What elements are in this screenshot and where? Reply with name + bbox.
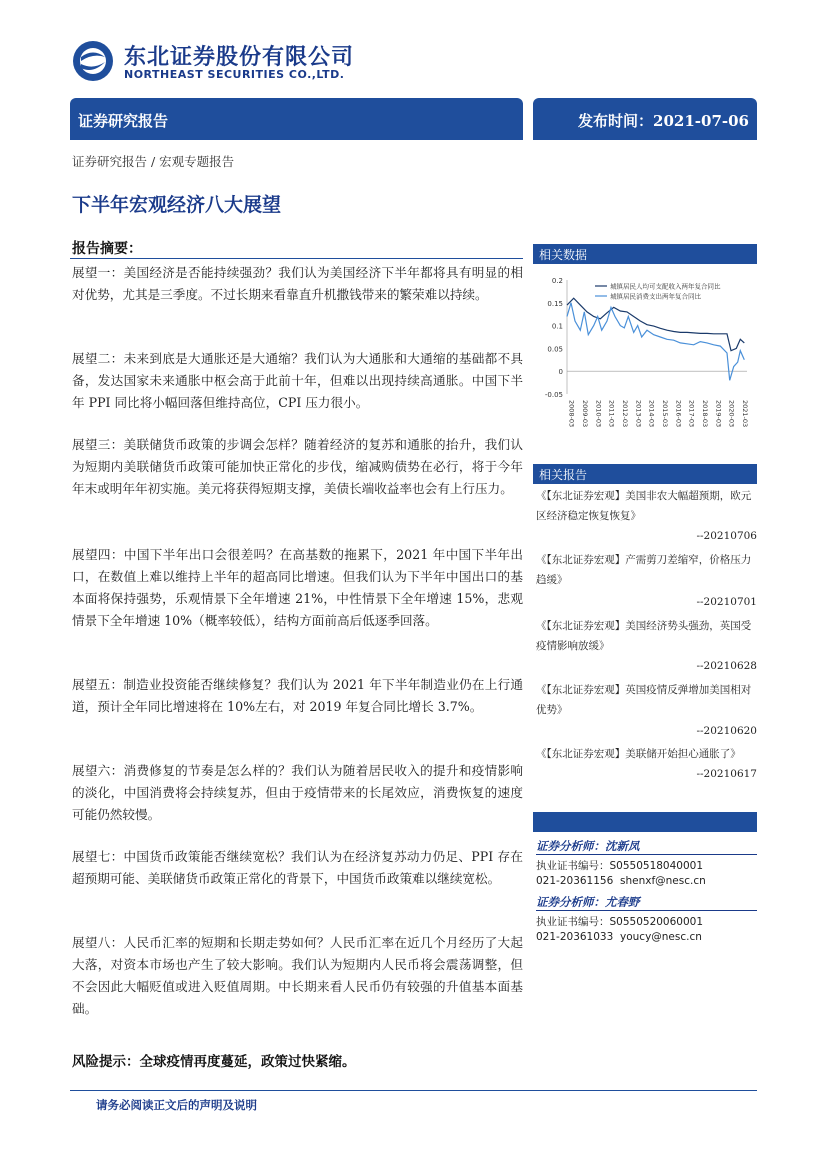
- company-name-en: NORTHEAST SECURITIES CO.,LTD.: [124, 68, 345, 81]
- legend-label: 城镇居民消费支出两年复合同比: [610, 292, 701, 301]
- analyst-name: 证券分析师：尤春野: [536, 894, 757, 911]
- analyst-phone: 021-20361033: [536, 931, 614, 943]
- x-tick-label: 2015-03: [661, 400, 669, 428]
- report-type-banner: [70, 98, 523, 140]
- analyst-cert: 执业证书编号：S0550520060001: [536, 916, 704, 928]
- x-tick-label: 2019-03: [714, 400, 723, 428]
- outlook-paragraph-8: 展望八：人民币汇率的短期和长期走势如何？人民币汇率在近几个月经历了大起大落，对资本市场也产生了较大影响。我们认为短期内人民币将会震荡调整，但不会因此大幅贬值或进入贬值周期。中长期来看人民币仍有较强的升值基本面基础。: [72, 935, 523, 1016]
- related-report-link[interactable]: 《【东北证券宏观】美国经济势头强劲，英国受疫情影响放缓》: [536, 620, 752, 652]
- outlook-paragraph-4: 展望四：中国下半年出口会很差吗？在高基数的拖累下，2021 年中国下半年出口，在数值上难以维持上半年的超高同比增速。但我们认为下半年中国出口的基本面将保持强势，乐观情景下全年增速 21%，中性情景下全年增速 15%，悲观情景下全年增速 10%（概率较低），结构方面前高后低逐季回落。: [72, 547, 523, 628]
- related-report-date: --20210617: [696, 768, 757, 780]
- risk-warning: 风险提示：全球疫情再度蔓延，政策过快紧缩。: [72, 1054, 356, 1070]
- related-reports-header: 相关报告: [533, 464, 757, 484]
- related-report-link[interactable]: 《【东北证券宏观】英国疫情反弹增加美国相对优势》: [536, 684, 752, 716]
- outlook-paragraph-7: 展望七：中国货币政策能否继续宽松？我们认为在经济复苏动力仍足、PPI 存在超预期可能、美联储货币政策正常化的背景下，中国货币政策难以继续宽松。: [72, 849, 523, 886]
- page-title: 下半年宏观经济八大展望: [72, 194, 282, 216]
- report-type-label: 证券研究报告: [78, 112, 169, 130]
- company-logo-icon: [72, 40, 114, 82]
- related-report-link[interactable]: 《【东北证券宏观】产需剪刀差缩窄，价格压力趋缓》: [536, 554, 752, 586]
- summary-heading: 报告摘要：: [72, 241, 142, 257]
- x-tick-label: 2014-03: [647, 400, 656, 428]
- y-tick-label: 0.15: [547, 299, 563, 308]
- related-report-link[interactable]: 《【东北证券宏观】美联储开始担心通胀了》: [536, 748, 741, 760]
- related-data-chart: [533, 262, 757, 462]
- publish-date-label: 发布时间：2021-07-06: [578, 112, 749, 130]
- x-tick-label: 2012-03: [621, 400, 629, 428]
- x-tick-label: 2013-03: [634, 400, 643, 428]
- y-tick-label: 0.2: [551, 277, 563, 285]
- x-tick-label: 2020-03: [727, 400, 736, 428]
- analyst-email[interactable]: youcy@nesc.cn: [620, 931, 702, 943]
- x-tick-label: 2017-03: [687, 400, 696, 428]
- breadcrumb: 证券研究报告 / 宏观专题报告: [72, 154, 235, 169]
- related-report-date: --20210628: [696, 660, 757, 672]
- related-report-link[interactable]: 《【东北证券宏观】美国非农大幅超预期，欧元区经济稳定恢复恢复》: [536, 490, 752, 522]
- outlook-paragraph-2: 展望二：未来到底是大通胀还是大通缩？我们认为大通胀和大通缩的基础都不具备，发达国家未来通胀中枢会高于此前十年，但难以出现持续高通胀。中国下半年 PPI 同比将小幅回落但维持高位，CPI 压力很小。: [72, 351, 523, 410]
- analyst-section-bar: [533, 812, 757, 832]
- outlook-paragraph-1: 展望一：美国经济是否能持续强劲？我们认为美国经济下半年都将具有明显的相对优势，尤其是三季度。不过长期来看靠直升机撒钱带来的繁荣难以持续。: [72, 265, 523, 302]
- y-tick-label: 0.1: [551, 322, 563, 331]
- related-report-date: --20210701: [696, 596, 757, 608]
- chart-legend: [595, 282, 721, 301]
- y-tick-label: -0.05: [544, 391, 563, 399]
- related-report-date: --20210620: [696, 725, 757, 737]
- y-tick-label: 0: [558, 368, 563, 377]
- publish-date-banner: [533, 98, 757, 140]
- related-report-date: --20210706: [696, 530, 757, 542]
- x-tick-label: 2018-03: [701, 400, 709, 428]
- analyst-phone: 021-20361156: [536, 875, 614, 887]
- outlook-paragraph-6: 展望六：消费修复的节奏是怎么样的？我们认为随着居民收入的提升和疫情影响的淡化，中国消费将会持续复苏，但由于疫情带来的长尾效应，消费恢复的速度可能仍然较慢。: [72, 763, 523, 822]
- analyst-email[interactable]: shenxf@nesc.cn: [620, 875, 706, 887]
- x-tick-label: 2021-03: [741, 400, 749, 428]
- outlook-paragraph-5: 展望五：制造业投资能否继续修复？我们认为 2021 年下半年制造业仍在上行通道，预计全年同比增速将在 10%左右，对 2019 年复合同比增长 3.7%。: [72, 677, 523, 714]
- company-name-cn: 东北证券股份有限公司: [124, 45, 355, 70]
- x-tick-label: 2011-03: [607, 400, 616, 428]
- analyst-cert: 执业证书编号：S0550518040001: [536, 860, 704, 872]
- y-tick-label: 0.05: [547, 345, 563, 354]
- footer-divider: [70, 1090, 757, 1091]
- outlook-paragraph-3: 展望三：美联储货币政策的步调会怎样？随着经济的复苏和通胀的抬升，我们认为短期内美联储货币政策可能加快正常化的步伐，缩减购债势在必行，将于今年年末或明年年初实施。美元将获得短期支撑，美债长端收益率也会有上行压力。: [72, 437, 523, 496]
- footer-disclaimer: 请务必阅读正文后的声明及说明: [96, 1098, 257, 1112]
- x-tick-label: 2010-03: [594, 400, 603, 428]
- x-tick-label: 2009-03: [581, 400, 589, 428]
- analyst-name: 证券分析师：沈新凤: [536, 838, 757, 855]
- x-tick-label: 2016-03: [674, 400, 683, 428]
- summary-divider: [70, 258, 523, 259]
- x-tick-label: 2008-03: [567, 400, 576, 428]
- series-line-2: [567, 303, 744, 381]
- legend-label: 城镇居民人均可支配收入两年复合同比: [610, 282, 721, 291]
- related-data-header: 相关数据: [533, 244, 757, 264]
- chart-series: [567, 298, 744, 380]
